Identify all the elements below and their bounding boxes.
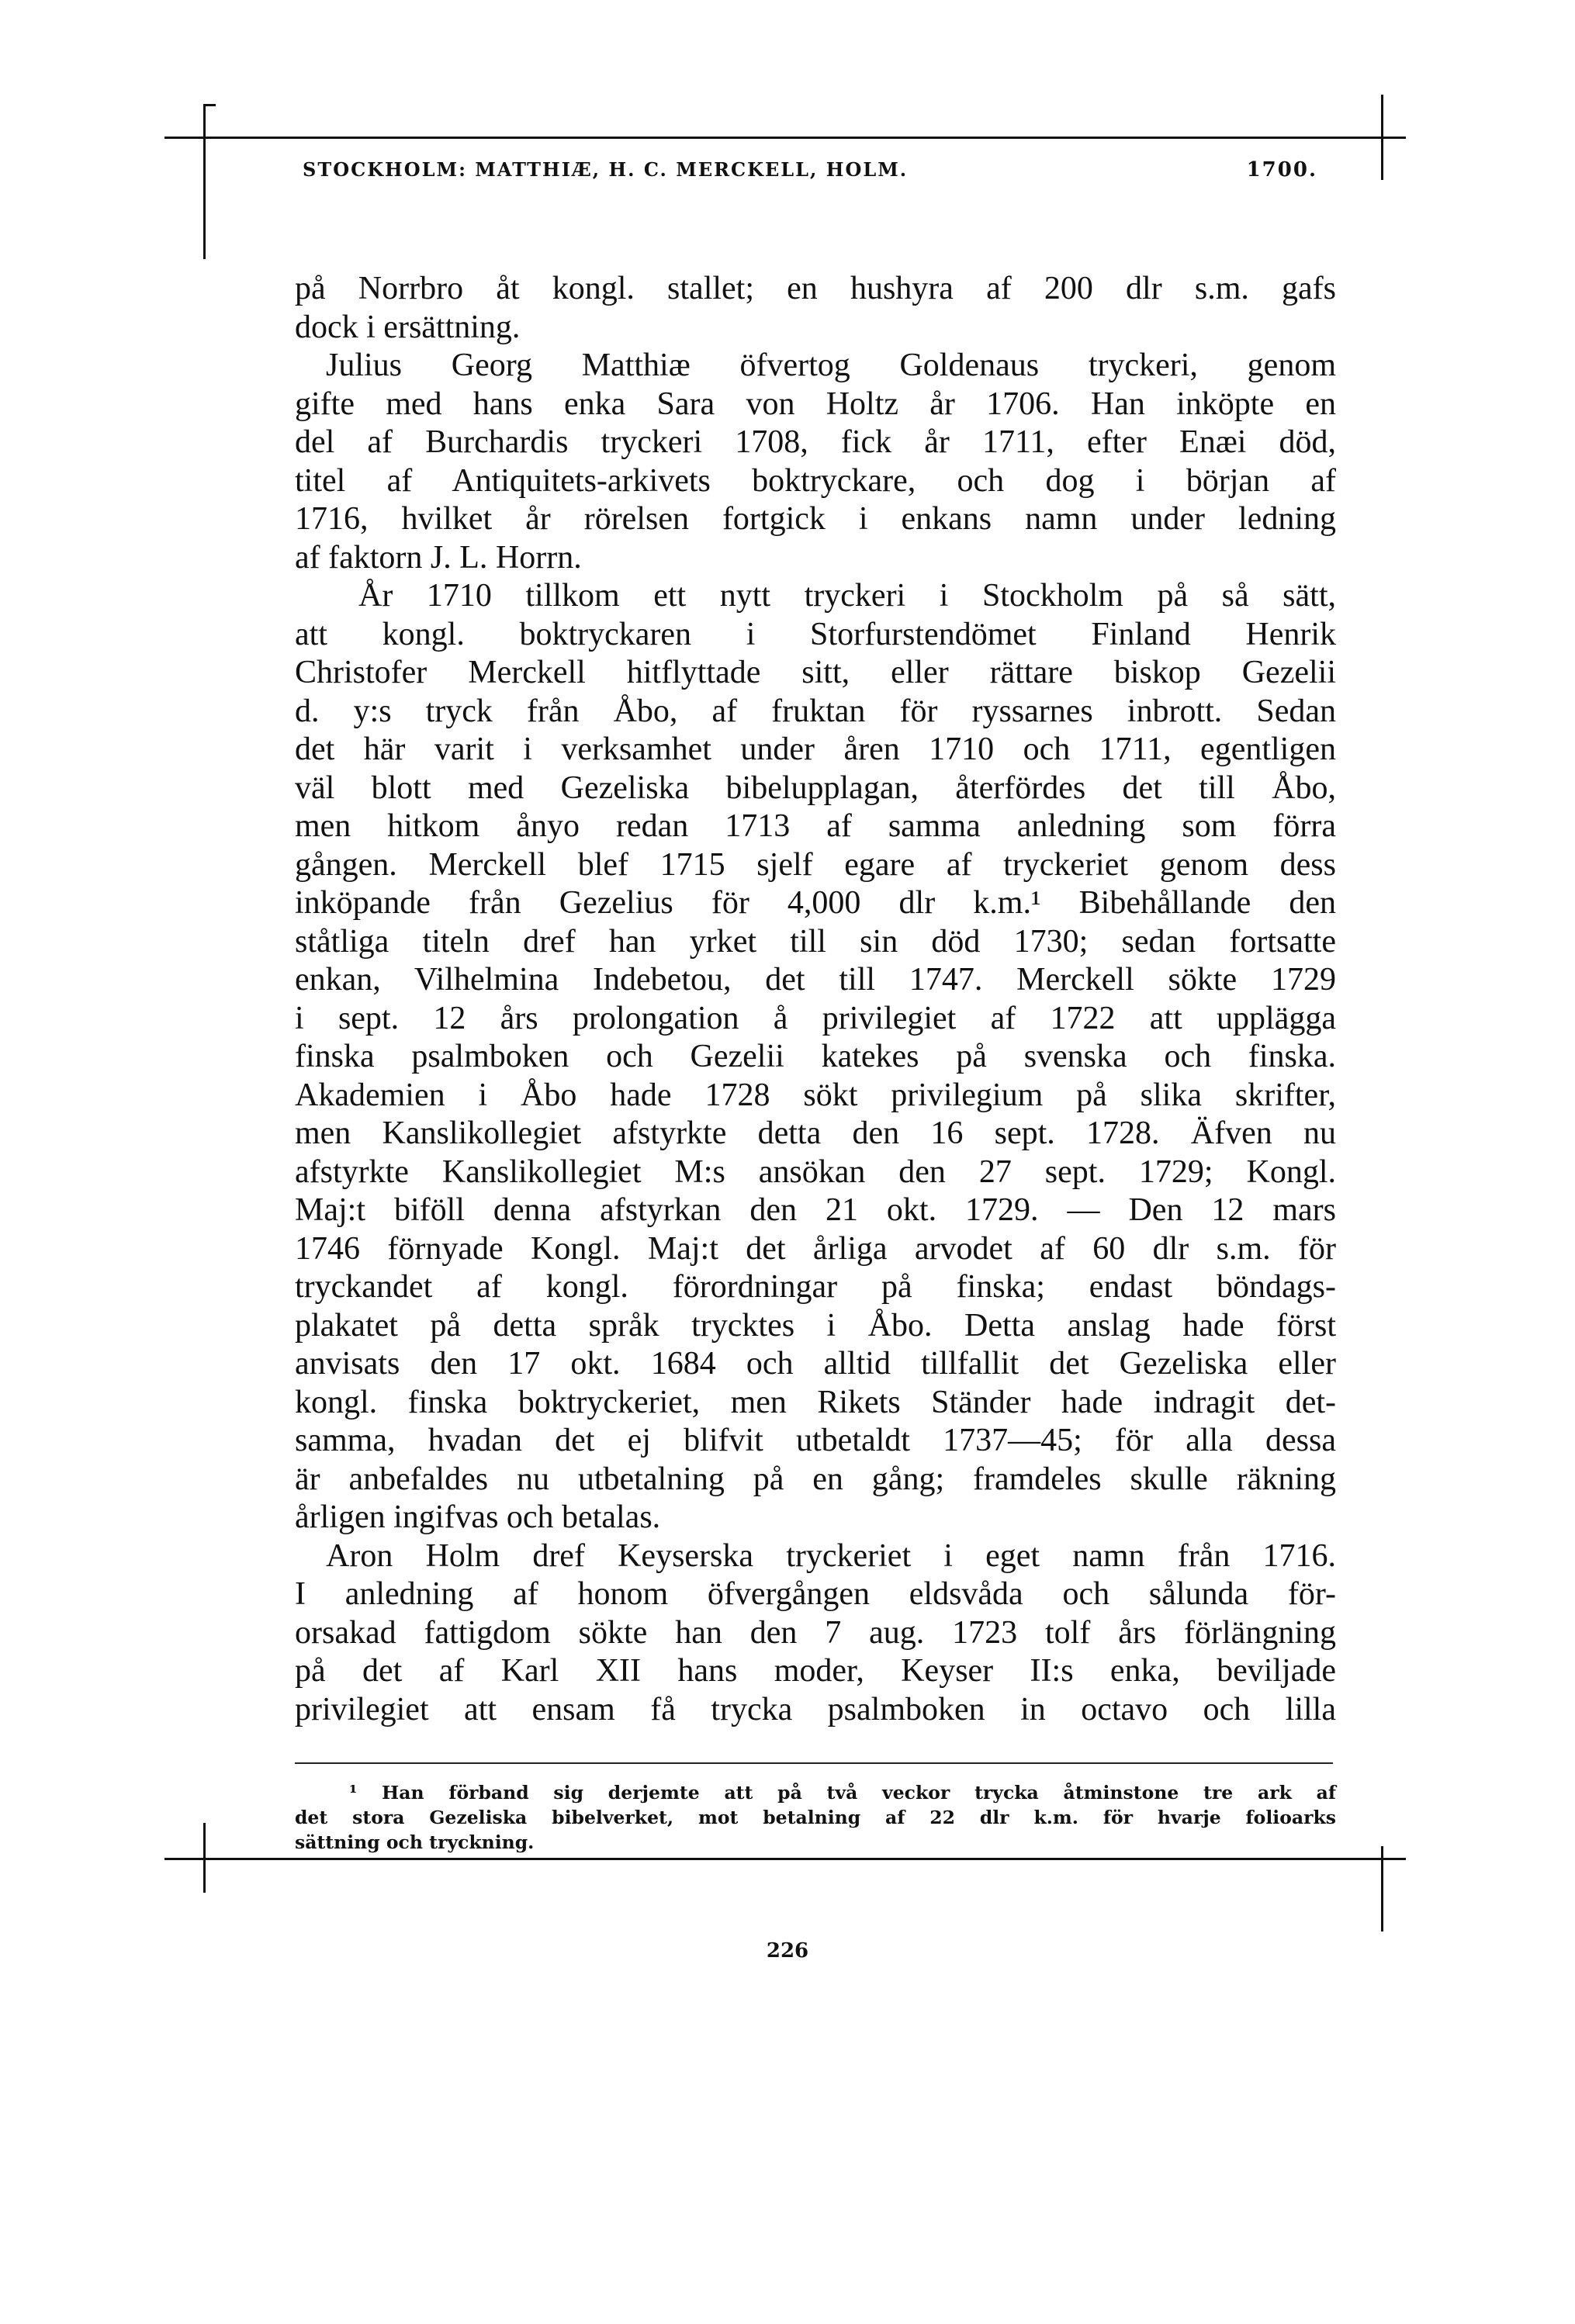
text-line: afstyrkte Kanslikollegiet M:s ansökan den 27 sept. 1729; Kongl. — [295, 1153, 1336, 1190]
footnote-separator — [295, 1762, 1333, 1764]
text-line: Aron Holm dref Keyserska tryckeriet i eget namn från 1716. — [326, 1537, 1336, 1574]
text-line: finska psalmboken och Gezelii katekes på svenska och finska. — [295, 1039, 1336, 1074]
text-line: inköpande från Gezelius för 4,000 dlr k.m.¹ Bibehållande den — [295, 885, 1336, 921]
text-line: att kongl. boktryckaren i Storfurstendömet Finland Henrik — [295, 616, 1336, 652]
text-line: Akademien i Åbo hade 1728 sökt privilegium på slika skrifter, — [295, 1077, 1336, 1113]
text-line: Maj:t biföll denna afstyrkan den 21 okt. 1729. — Den 12 mars — [295, 1192, 1336, 1228]
text-line: d. y:s tryck från Åbo, af fruktan för ryssarnes inbrott. Sedan — [295, 693, 1336, 729]
text-line: i sept. 12 års prolongation å privilegiet af 1722 att upplägga — [295, 1000, 1336, 1036]
bottom-left-corner-mark — [203, 1823, 206, 1893]
text-line: 1746 förnyade Kongl. Maj:t det årliga arvodet af 60 dlr s.m. för — [295, 1230, 1336, 1267]
footnote-line: det stora Gezeliska bibelverket, mot betalning af 22 dlr k.m. för hvarje folioarks — [295, 1807, 1336, 1828]
text-line: anvisats den 17 okt. 1684 och alltid tillfallit det Gezeliska eller — [295, 1346, 1336, 1382]
top-border-rule — [164, 137, 1406, 139]
footnote-line: ¹ Han förband sig derjemte att på två veckor trycka åtminstone tre ark af — [349, 1782, 1336, 1804]
running-title: STOCKHOLM: MATTHIÆ, H. C. MERCKELL, HOLM. — [303, 158, 909, 181]
text-line: I anledning af honom öfvergången eldsvåda och sålunda för- — [295, 1576, 1336, 1612]
text-line: väl blott med Gezeliska bibelupplagan, återfördes det till Åbo, — [295, 769, 1336, 806]
left-corner-tick — [203, 104, 216, 106]
text-line: del af Burchardis tryckeri 1708, fick år 1711, efter Enæi död, — [295, 424, 1336, 460]
text-line: men hitkom ånyo redan 1713 af samma anledning som förra — [295, 808, 1336, 844]
left-corner-mark — [203, 104, 206, 259]
text-line: orsakad fattigdom sökte han den 7 aug. 1723 tolf års förlängning — [295, 1614, 1336, 1651]
text-line: dock i ersättning. — [295, 309, 521, 345]
header-year: 1700. — [1246, 158, 1317, 182]
page-number: 226 — [766, 1939, 809, 1963]
text-line: är anbefaldes nu utbetalning på en gång; framdeles skulle räkning — [295, 1461, 1336, 1497]
text-line: 1716, hvilket år rörelsen fortgick i enkans namn under ledning — [295, 501, 1336, 537]
text-line: privilegiet att ensam få trycka psalmboken in octavo och lilla — [295, 1691, 1336, 1727]
text-line: kongl. finska boktryckeriet, men Rikets Ständer hade indragit det- — [295, 1384, 1336, 1420]
text-line: samma, hvadan det ej blifvit utbetaldt 1737—45; för alla dessa — [295, 1423, 1336, 1458]
bottom-right-corner-mark — [1381, 1846, 1383, 1931]
footnote-line: sättning och tryckning. — [295, 1831, 535, 1853]
text-line: på Norrbro åt kongl. stallet; en hushyra af 200 dlr s.m. gafs — [295, 271, 1336, 306]
text-line: ståtliga titeln dref han yrket till sin död 1730; sedan fortsatte — [295, 923, 1336, 960]
text-line: på det af Karl XII hans moder, Keyser II:s enka, beviljade — [295, 1653, 1336, 1689]
running-header — [292, 152, 1331, 189]
text-line: af faktorn J. L. Horrn. — [295, 539, 582, 576]
text-line: men Kanslikollegiet afstyrkte detta den 16 sept. 1728. Äfven nu — [295, 1115, 1336, 1151]
text-line: Julius Georg Matthiæ öfvertog Goldenaus tryckeri, genom — [326, 348, 1336, 383]
text-line: tryckandet af kongl. förordningar på finska; endast böndags- — [295, 1269, 1336, 1305]
text-line: Christofer Merckell hitflyttade sitt, eller rättare biskop Gezelii — [295, 655, 1336, 690]
text-line: enkan, Vilhelmina Indebetou, det till 1747. Merckell sökte 1729 — [295, 962, 1336, 998]
footnotes — [295, 1780, 1336, 1855]
text-line: titel af Antiquitets-arkivets boktryckare, och dog i början af — [295, 462, 1336, 499]
right-corner-mark — [1381, 95, 1383, 180]
body-text — [295, 270, 1336, 1729]
text-line: det här varit i verksamhet under åren 1710 och 1711, egentligen — [295, 731, 1336, 767]
text-line: plakatet på detta språk trycktes i Åbo. Detta anslag hade först — [295, 1307, 1336, 1344]
text-line: gifte med hans enka Sara von Holtz år 1706. Han inköpte en — [295, 386, 1336, 422]
text-line: År 1710 tillkom ett nytt tryckeri i Stockholm på så sätt, — [358, 578, 1336, 614]
text-line: gången. Merckell blef 1715 sjelf egare af tryckeriet genom dess — [295, 846, 1336, 883]
text-line: årligen ingifvas och betalas. — [295, 1499, 661, 1535]
bottom-border-rule — [164, 1858, 1406, 1860]
